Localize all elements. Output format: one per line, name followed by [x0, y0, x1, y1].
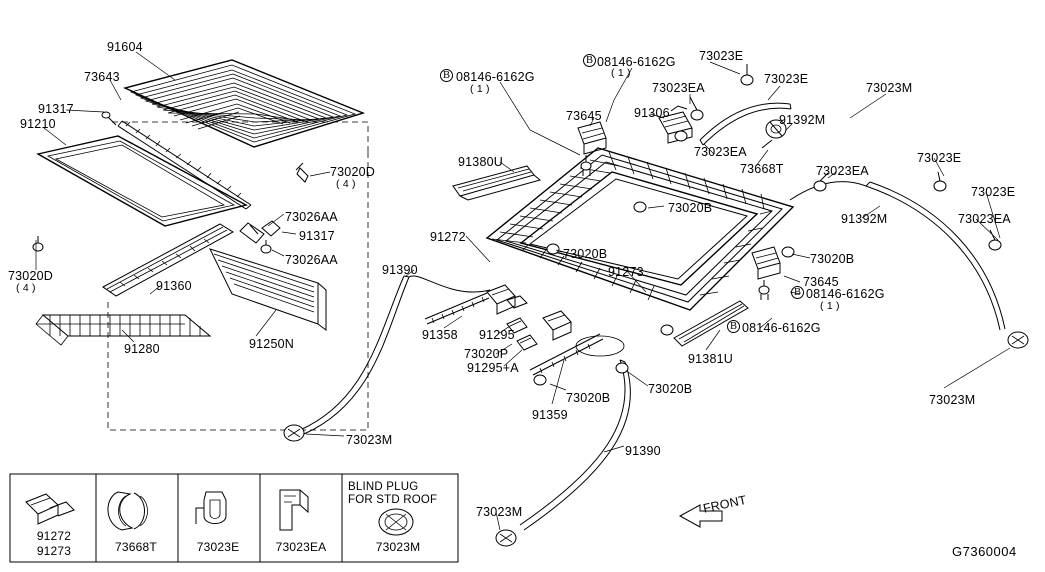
label-73020B-3: 73020B — [810, 252, 855, 266]
part-91273-clip — [543, 311, 571, 340]
label-91317-upper: 91317 — [38, 102, 74, 116]
part-91280-weatherstrip — [36, 315, 210, 345]
label-73020D-lower-qty: ( 4 ) — [16, 282, 36, 294]
part-91359-cable — [530, 334, 603, 375]
label-91359: 91359 — [532, 408, 568, 422]
label-91360: 91360 — [156, 279, 192, 293]
clamp-markers — [534, 64, 1001, 385]
part-91380U-guide — [453, 166, 540, 200]
legend-icon-bracket-clip — [280, 490, 308, 530]
legend-label-91273: 91273 — [36, 544, 72, 558]
label-73023M-right: 73023M — [929, 393, 976, 407]
legend-label-73668T: 73668T — [115, 540, 157, 554]
label-73020B-5: 73020B — [648, 382, 693, 396]
label-73020B-1: 73020B — [668, 201, 713, 215]
part-73643-rail — [118, 121, 251, 209]
label-73023M-bottom: 73023M — [476, 505, 523, 519]
label-08146-6162G-d: 08146-6162G — [742, 321, 821, 335]
label-91604: 91604 — [107, 40, 143, 54]
label-73023M-left: 73023M — [346, 433, 393, 447]
legend-icon-blind-plug — [379, 509, 413, 535]
part-91604-panel — [125, 60, 363, 147]
front-arrow-label: FRONT — [701, 492, 748, 516]
label-73020P: 73020P — [464, 347, 509, 361]
label-91210: 91210 — [20, 117, 56, 131]
label-73668T: 73668T — [740, 162, 784, 176]
label-73020D-lower: 73020D — [8, 269, 53, 283]
label-73026AA-lower: 73026AA — [285, 253, 338, 267]
label-91295A: 91295+A — [467, 361, 519, 375]
label-73023EA-2: 73023EA — [694, 145, 747, 159]
label-08146-6162G-c-qty: ( 1 ) — [820, 300, 840, 312]
label-91273: 91273 — [608, 265, 644, 279]
label-73026AA-upper: 73026AA — [285, 210, 338, 224]
label-91250N: 91250N — [249, 337, 294, 351]
part-91295-parts — [507, 318, 624, 356]
bolt-mark-b4: B — [727, 320, 740, 333]
label-73023M-1: 73023M — [866, 81, 913, 95]
label-91390-bottom: 91390 — [625, 444, 661, 458]
part-91390-hose-left — [284, 276, 490, 441]
label-08146-6162G-a-qty: ( 1 ) — [470, 83, 490, 95]
label-91280: 91280 — [124, 342, 160, 356]
legend-icon-clamp — [196, 492, 226, 524]
label-91306: 91306 — [634, 106, 670, 120]
legend-label-91272: 91272 — [36, 529, 72, 543]
label-08146-6162G-c: 08146-6162G — [806, 287, 885, 301]
legend-label-73023M: 73023M — [375, 540, 421, 554]
label-08146-6162G-b: 08146-6162G — [597, 55, 676, 69]
label-73643: 73643 — [84, 70, 120, 84]
label-91390-left: 91390 — [382, 263, 418, 277]
legend-note-line2: FOR STD ROOF — [348, 494, 438, 506]
legend-icon-clip-bracket — [26, 494, 74, 524]
label-73020B-2: 73020B — [563, 247, 608, 261]
part-91272-clip — [487, 285, 527, 314]
figure-code: G7360004 — [952, 544, 1017, 559]
legend-icon-grommet — [108, 492, 148, 530]
label-91358: 91358 — [422, 328, 458, 342]
label-73023EA-1: 73023EA — [652, 81, 705, 95]
label-73023EA-3: 73023EA — [816, 164, 869, 178]
bolt-mark-b2: B — [583, 54, 596, 67]
bolt-mark-b3: B — [791, 286, 804, 299]
label-08146-6162G-b-qty: ( 1 ) — [611, 67, 631, 79]
label-73020D-upper-qty: ( 4 ) — [336, 178, 356, 190]
label-91380U: 91380U — [458, 155, 503, 169]
legend-label-73023EA: 73023EA — [275, 540, 327, 554]
label-91295: 91295 — [479, 328, 515, 342]
legend-label-73023E: 73023E — [196, 540, 240, 554]
label-91392M-right: 91392M — [841, 212, 888, 226]
label-73023E-2: 73023E — [764, 72, 809, 86]
label-91272: 91272 — [430, 230, 466, 244]
part-73645-bracket-right — [752, 247, 780, 300]
label-73645-left: 73645 — [566, 109, 602, 123]
label-91381U: 91381U — [688, 352, 733, 366]
label-73023E-4: 73023E — [971, 185, 1016, 199]
label-73020B-4: 73020B — [566, 391, 611, 405]
fastener-group-left — [33, 112, 308, 253]
label-91392M-top: 91392M — [779, 113, 826, 127]
part-73645-bracket-left — [578, 122, 606, 176]
label-91317-lower: 91317 — [299, 229, 335, 243]
label-73023EA-4: 73023EA — [958, 212, 1011, 226]
bolt-mark-b1: B — [440, 69, 453, 82]
legend-note-line1: BLIND PLUG — [348, 481, 419, 493]
label-73023E-3: 73023E — [917, 151, 962, 165]
label-08146-6162G-a: 08146-6162G — [456, 70, 535, 84]
label-73020D-upper: 73020D — [330, 165, 375, 179]
label-73645-right: 73645 — [803, 275, 839, 289]
label-73023E-1: 73023E — [699, 49, 744, 63]
